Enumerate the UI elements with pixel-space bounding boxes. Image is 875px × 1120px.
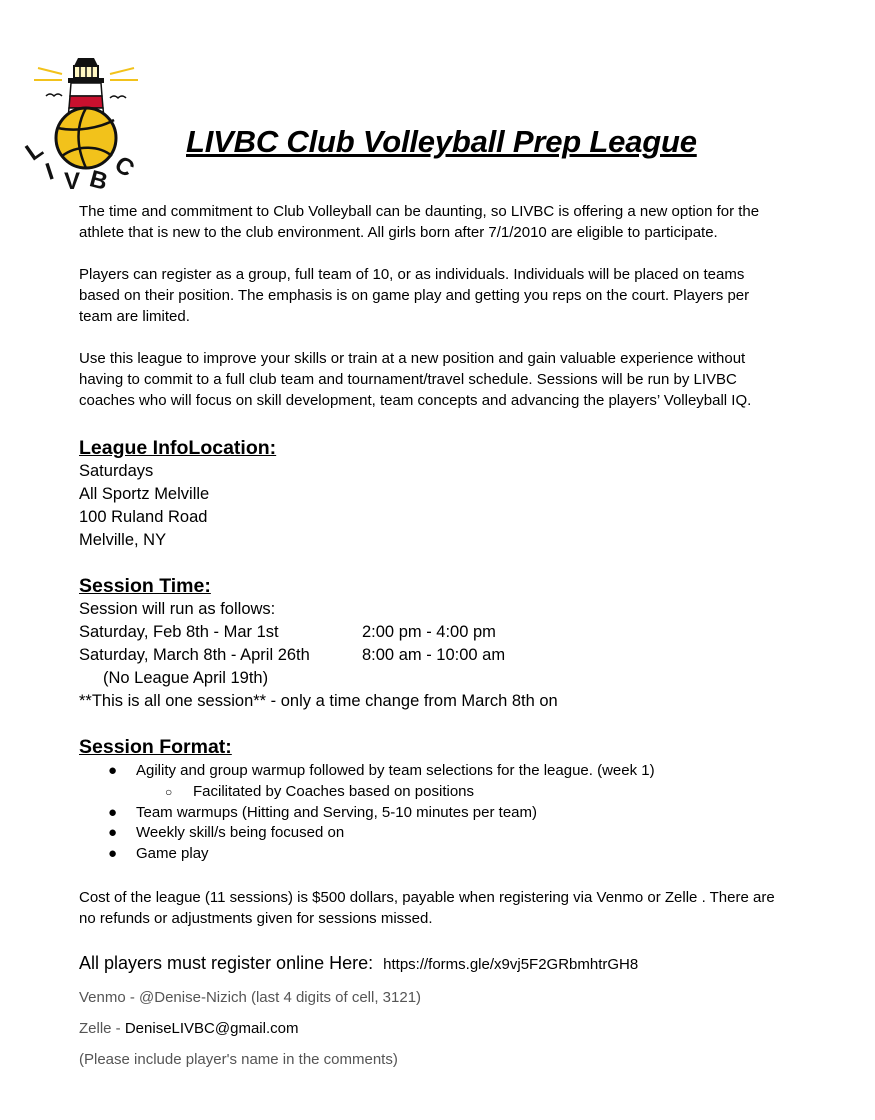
volleyball-icon [56, 108, 116, 168]
bullet-icon: ● [108, 845, 118, 863]
venue-name: All Sportz Melville [79, 485, 210, 503]
text-line: Cost of the league (11 sessions) is $500 dollars, payable when registering via Venmo or Zelle . There are [79, 888, 775, 906]
bullet-icon: ● [108, 824, 118, 842]
livbc-logo [20, 56, 148, 196]
zelle-info [79, 1018, 819, 1039]
list-item-text: Weekly skill/s being focused on [136, 824, 345, 842]
register-line [79, 951, 819, 977]
list-item-text: Team warmups (Hitting and Serving, 5-10 minutes per team) [136, 803, 538, 821]
league-day: Saturdays [79, 462, 154, 480]
intro-paragraph-1 [79, 201, 819, 243]
league-info-details [79, 460, 819, 552]
bullet-icon: ● [108, 803, 118, 821]
svg-text:C: C [109, 150, 140, 183]
hollow-bullet-icon: ○ [165, 784, 173, 799]
venue-city: Melville, NY [79, 531, 167, 549]
text-line: coaches who will focus on skill development, team concepts and advancing the players’ Volleyball IQ. [79, 392, 752, 409]
session-hours: 8:00 am - 10:00 am [362, 646, 506, 664]
text-line: team are limited. [79, 308, 190, 325]
registration-link[interactable]: https://forms.gle/x9vj5F2GRbmhtrGH8 [383, 955, 639, 973]
text-line: Players can register as a group, full team of 10, or as individuals. Individuals will be placed on teams [79, 266, 745, 283]
session-note: (No League April 19th) [103, 669, 269, 687]
payment-note: (Please include player's name in the comments) [79, 1050, 398, 1068]
session-time-heading: Session Time: [79, 575, 211, 597]
svg-text:B: B [86, 165, 111, 196]
list-item [79, 761, 819, 782]
list-item [79, 803, 819, 824]
zelle-label: Zelle - [79, 1019, 125, 1037]
list-item [79, 844, 819, 865]
session-hours: 2:00 pm - 4:00 pm [362, 623, 496, 641]
intro-paragraph-3 [79, 348, 819, 411]
session-intro: Session will run as follows: [79, 600, 276, 618]
list-item [79, 823, 819, 844]
text-line: having to commit to a full club team and tournament/travel schedule. Sessions will be run by LIVBC [79, 371, 737, 388]
register-label: All players must register online Here: [79, 952, 374, 973]
text-line: The time and commitment to Club Volleyball can be daunting, so LIVBC is offering a new option for the [79, 203, 760, 220]
session-row [79, 621, 819, 644]
text-line: no refunds or adjustments given for sessions missed. [79, 909, 433, 927]
text-line: Use this league to improve your skills or train at a new position and gain valuable experience without [79, 350, 746, 367]
svg-text:V: V [64, 168, 81, 195]
session-format-heading: Session Format: [79, 736, 232, 758]
session-row [79, 644, 819, 667]
list-item-text: Facilitated by Coaches based on positions [193, 782, 475, 800]
league-info-heading: League InfoLocation: [79, 437, 277, 459]
intro-paragraph-2 [79, 264, 819, 327]
list-item-text: Agility and group warmup followed by team selections for the league. (week 1) [136, 762, 655, 779]
text-line: based on their position. The emphasis is on game play and getting you reps on the court. Players per [79, 287, 750, 304]
zelle-email[interactable]: DeniseLIVBC@gmail.com [124, 1019, 299, 1037]
sub-list-item [79, 782, 819, 803]
svg-text:L: L [20, 135, 49, 167]
svg-text:I: I [42, 158, 58, 186]
text-line: athlete that is new to the club environment. All girls born after 7/1/2010 are eligible to participate. [79, 224, 718, 241]
bullet-icon: ● [108, 762, 118, 779]
session-footnote: **This is all one session** - only a time change from March 8th on [79, 692, 558, 710]
cost-paragraph [79, 887, 819, 929]
venmo-info: Venmo - @Denise-Nizich (last 4 digits of cell, 3121) [79, 988, 422, 1006]
document-body [79, 201, 819, 1070]
list-item-text: Game play [136, 845, 209, 863]
session-time-details [79, 598, 819, 713]
page-title: LIVBC Club Volleyball Prep League [186, 124, 697, 159]
session-dates: Saturday, March 8th - April 26th [79, 646, 310, 664]
session-format-list [79, 761, 819, 865]
session-dates: Saturday, Feb 8th - Mar 1st [79, 623, 279, 641]
venue-street: 100 Ruland Road [79, 508, 208, 526]
